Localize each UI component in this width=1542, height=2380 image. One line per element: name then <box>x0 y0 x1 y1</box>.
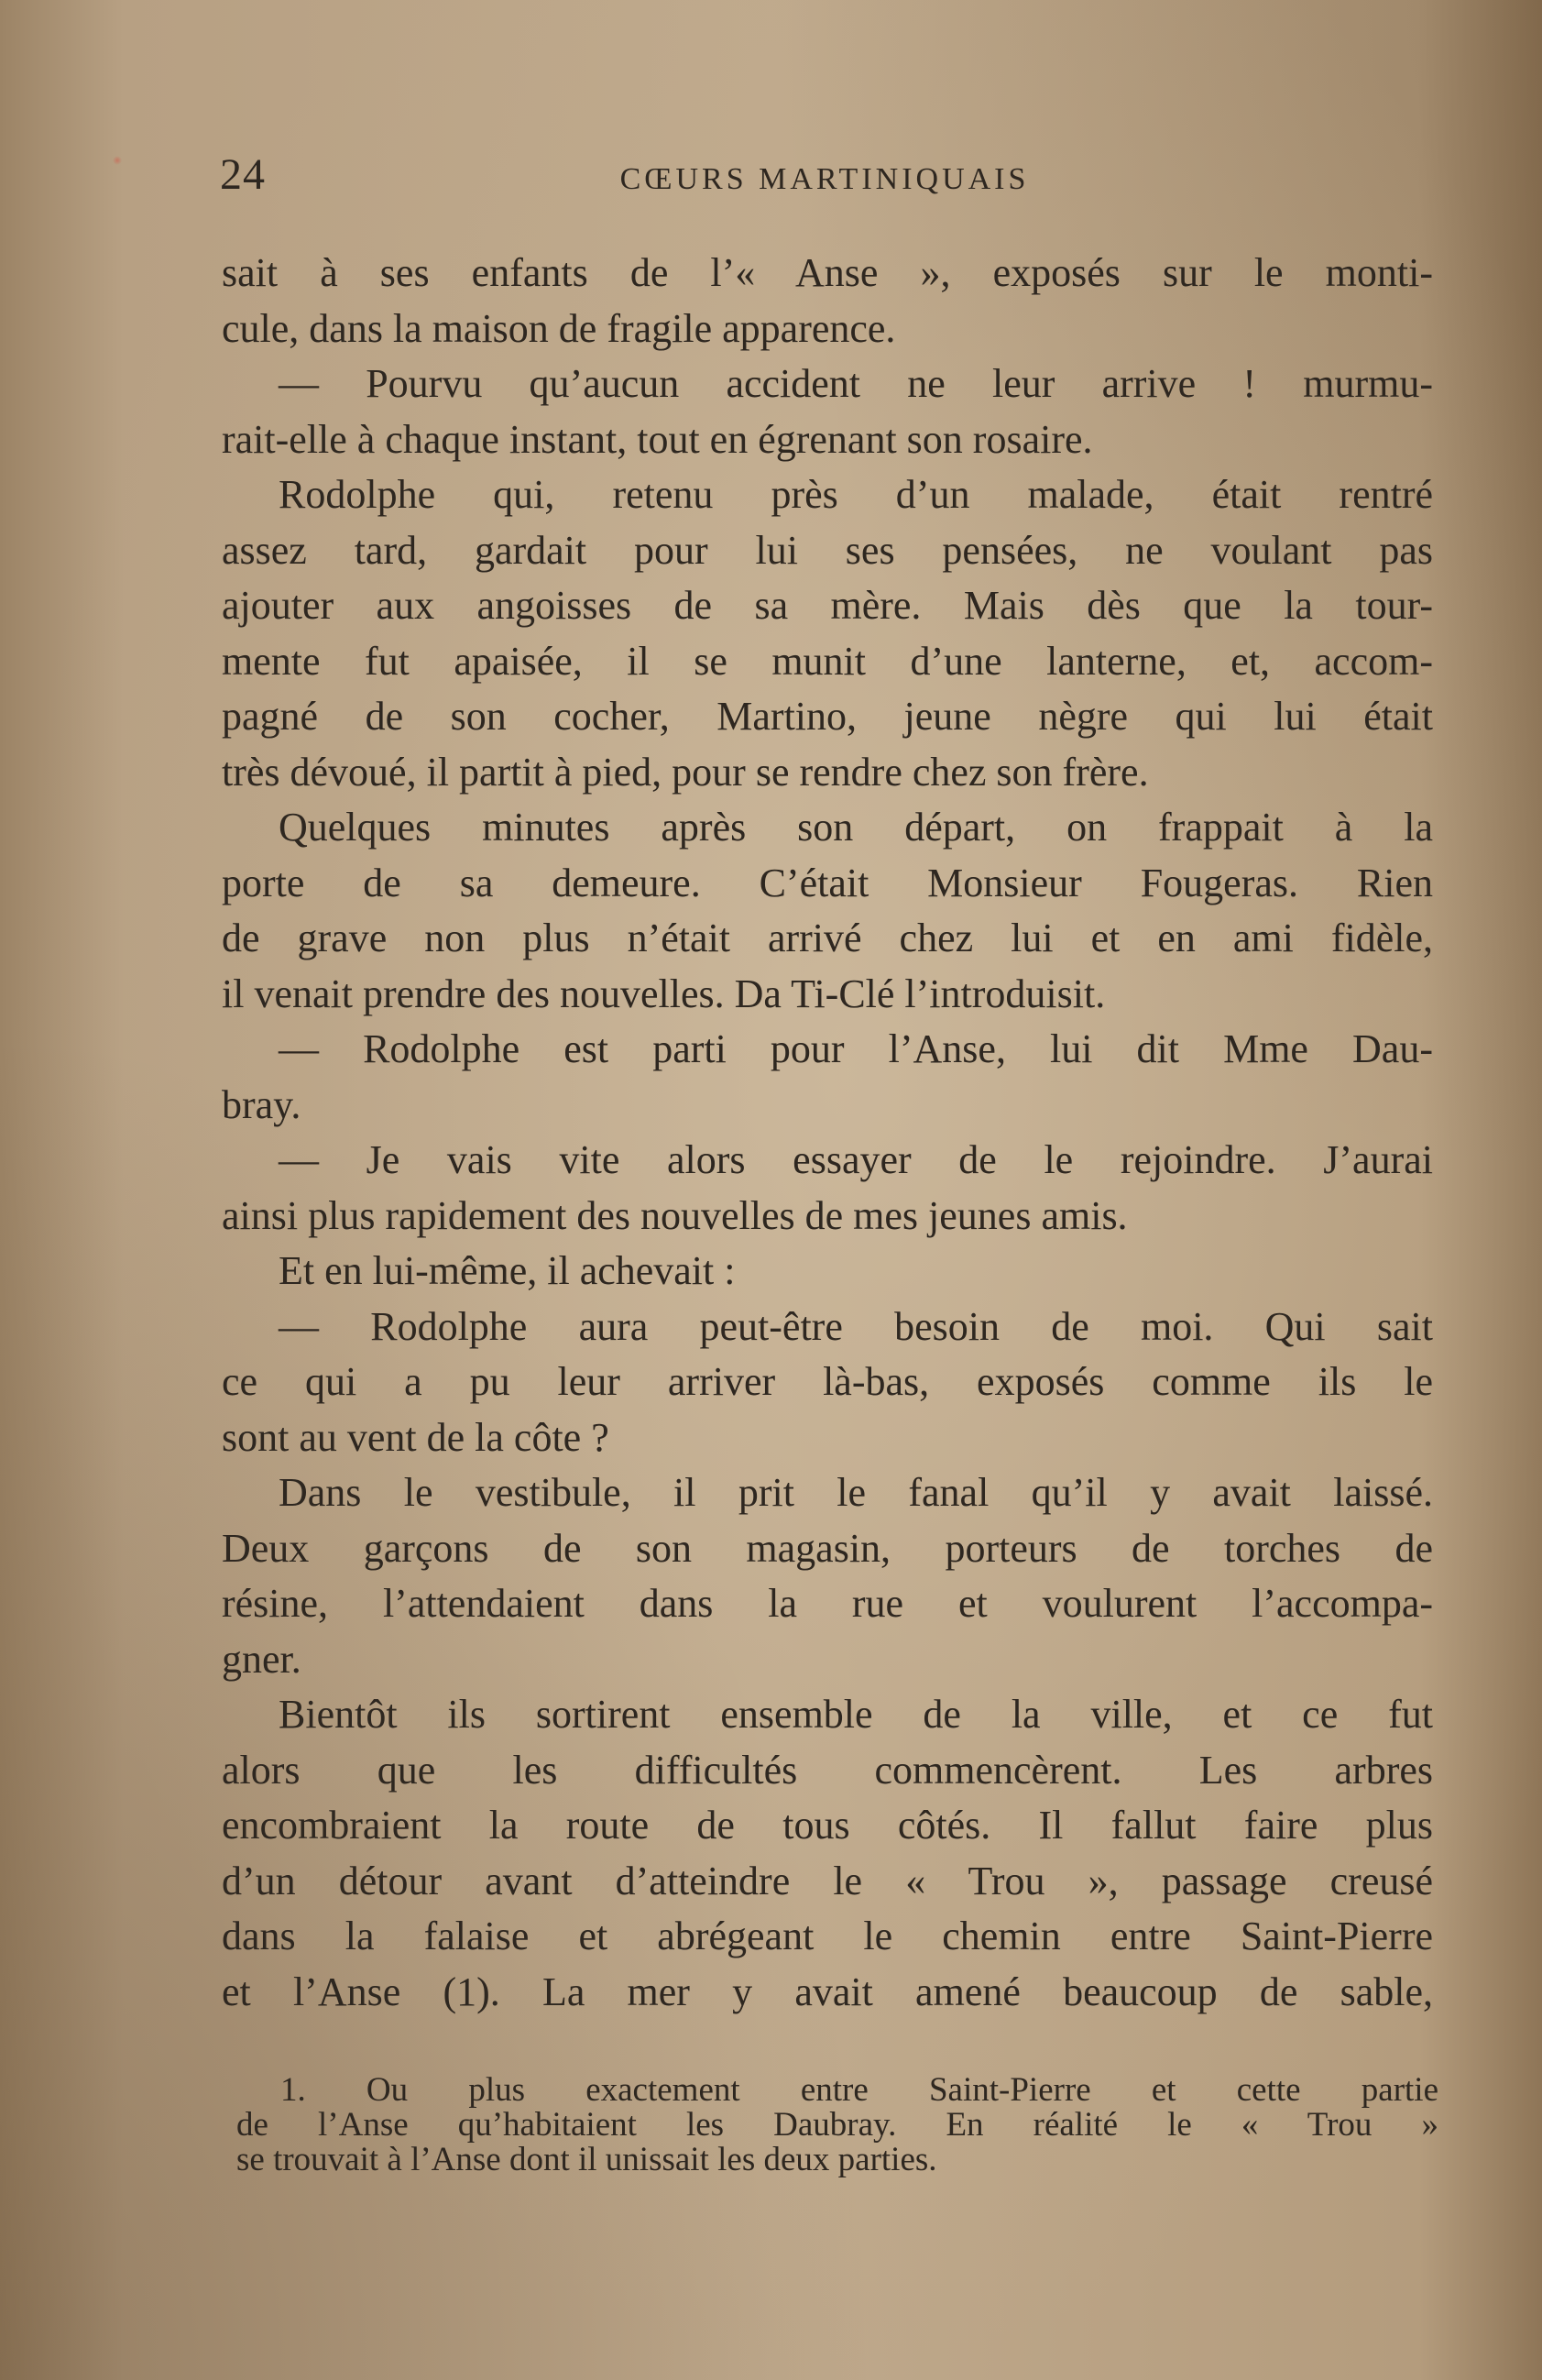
ink-speck <box>113 156 122 165</box>
text-line: — Rodolphe est parti pour l’Anse, lui dit Mme Dau- <box>279 1026 1433 1071</box>
text-line: et l’Anse (1). La mer y avait amené beaucoup de sable, <box>222 1969 1433 2014</box>
text-line: Dans le vestibule, il prit le fanal qu’il y avait laissé. <box>279 1470 1433 1515</box>
text-line: ainsi plus rapidement des nouvelles de mes jeunes amis. <box>222 1192 1128 1238</box>
running-title: CŒURS MARTINIQUAIS <box>619 162 1030 196</box>
text-line: — Je vais vite alors essayer de le rejoindre. J’aurai <box>279 1137 1433 1182</box>
text-line: — Pourvu qu’aucun accident ne leur arrive ! murmu- <box>279 361 1433 406</box>
text-line: ce qui a pu leur arriver là-bas, exposés comme ils le <box>222 1359 1433 1404</box>
page-number: 24 <box>220 150 266 199</box>
text-line: bray. <box>222 1081 301 1127</box>
text-line: sait à ses enfants de l’« Anse », exposés sur le monti- <box>222 250 1433 295</box>
text-line: il venait prendre des nouvelles. Da Ti-Clé l’introduisit. <box>222 971 1106 1016</box>
text-line: Quelques minutes après son départ, on frappait à la <box>279 805 1433 850</box>
text-line: — Rodolphe aura peut-être besoin de moi. Qui sait <box>279 1303 1433 1349</box>
text-line: pagné de son cocher, Martino, jeune nègre qui lui était <box>222 694 1433 739</box>
text-line: encombraient la route de tous côtés. Il fallut faire plus <box>222 1803 1433 1848</box>
text-line: Bientôt ils sortirent ensemble de la ville, et ce fut <box>279 1692 1433 1737</box>
text-line: alors que les difficultés commencèrent. Les arbres <box>222 1747 1433 1793</box>
text-line: d’un détour avant d’atteindre le « Trou », passage creusé <box>222 1858 1433 1903</box>
footnote-line: 1. Ou plus exactement entre Saint-Pierre et cette partie <box>280 2073 1438 2108</box>
page-header <box>220 149 1429 214</box>
footnote-line: de l’Anse qu’habitaient les Daubray. En réalité le « Trou » <box>236 2108 1438 2143</box>
text-line: sont au vent de la côte ? <box>222 1414 609 1460</box>
text-line: résine, l’attendaient dans la rue et voulurent l’accompa- <box>222 1581 1433 1626</box>
text-line: de grave non plus n’était arrivé chez lui et en ami fidèle, <box>222 916 1433 960</box>
text-line: rait-elle à chaque instant, tout en égrenant son rosaire. <box>222 416 1093 462</box>
text-line: porte de sa demeure. C’était Monsieur Fougeras. Rien <box>222 860 1433 905</box>
text-line: mente fut apaisée, il se munit d’une lanterne, et, accom- <box>222 638 1433 684</box>
text-line: dans la falaise et abrégeant le chemin entre Saint-Pierre <box>222 1914 1433 1958</box>
text-line: assez tard, gardait pour lui ses pensées, ne voulant pas <box>222 527 1433 573</box>
footnote <box>236 2073 1438 2177</box>
text-line: gner. <box>222 1636 301 1682</box>
text-line: cule, dans la maison de fragile apparence. <box>222 305 896 351</box>
text-line: Deux garçons de son magasin, porteurs de torches de <box>222 1525 1433 1571</box>
text-line: Rodolphe qui, retenu près d’un malade, était rentré <box>279 472 1433 517</box>
text-line: très dévoué, il partit à pied, pour se rendre chez son frère. <box>222 749 1149 795</box>
text-line: ajouter aux angoisses de sa mère. Mais dès que la tour- <box>222 583 1433 628</box>
text-line: Et en lui-même, il achevait : <box>279 1248 736 1293</box>
footnote-line: se trouvait à l’Anse dont il unissait les deux parties. <box>236 2143 937 2177</box>
body-text <box>222 246 1433 2020</box>
